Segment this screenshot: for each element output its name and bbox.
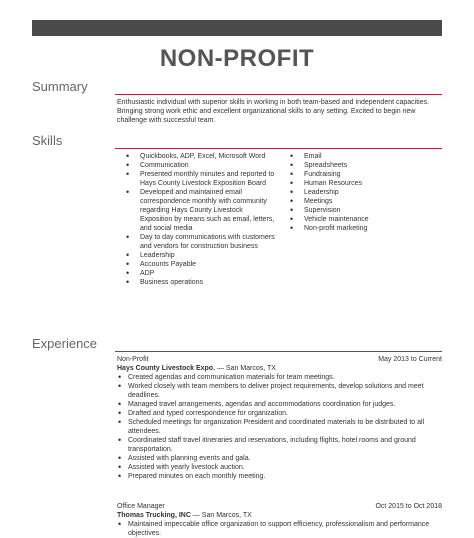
job-dates: Oct 2015 to Oct 2018 (375, 503, 442, 510)
duty-item: • Worked closely with team members to deliver project requirements, develop solutions and meet deadlines. (117, 382, 442, 400)
header-bar (32, 20, 442, 36)
duty-item: • Scheduled meetings for organization President and coordinated materials to be distributed to all attendees. (117, 418, 442, 436)
skill-item: • Meetings (290, 197, 440, 206)
duty-item: • Managed travel arrangements, agendas and accommodations coordination for judges. (117, 400, 442, 409)
skill-item: • Fundraising (290, 170, 440, 179)
duty-item: • Drafted and typed correspondence for organization. (117, 409, 442, 418)
job-title: Non-Profit (117, 356, 149, 363)
resume-name: NON-PROFIT (159, 45, 315, 72)
skill-item: • Leadership (126, 251, 276, 260)
skill-item: • Human Resources (290, 179, 440, 188)
experience-heading: Experience (32, 336, 98, 351)
job-entry (117, 502, 442, 538)
company-name: Thomas Trucking, INC (117, 512, 191, 519)
job-duties (117, 373, 442, 481)
job-header (117, 355, 442, 364)
skill-item: • Day to day communications with customers and vendors for construction business (126, 233, 276, 251)
skill-item: • Presented monthly minutes and reported to Hays County Livestock Exposition Board (126, 170, 276, 188)
skill-item: • Spreadsheets (290, 161, 440, 170)
company-location: — San Marcos, TX (215, 365, 276, 372)
skill-item: • Non-profit marketing (290, 224, 440, 233)
skill-item: • Email (290, 152, 440, 161)
skill-item: • Communication (126, 161, 276, 170)
skills-divider (115, 148, 442, 149)
skills-list-right (290, 152, 440, 233)
skill-item: • Developed and maintained email correspondence monthly with community regarding Hays County Livestock Exposition by means such as email, letters, and social media (126, 188, 276, 233)
skills-list-left (126, 152, 276, 287)
duty-item: • Prepared minutes on each monthly meeting. (117, 472, 442, 481)
skill-item: • Vehicle maintenance (290, 215, 440, 224)
duty-item: • Assisted with yearly livestock auction. (117, 463, 442, 472)
job-company (117, 511, 442, 520)
skill-item: • ADP (126, 269, 276, 278)
summary-heading: Summary (32, 79, 88, 94)
skills-heading: Skills (32, 133, 63, 148)
duty-item: • Assisted with planning events and gala. (117, 454, 442, 463)
job-duties (117, 520, 442, 538)
job-dates: May 2013 to Current (378, 356, 442, 363)
skill-item: • Supervision (290, 206, 440, 215)
job-title: Office Manager (117, 503, 165, 510)
job-header (117, 502, 442, 511)
summary-text: Enthusiastic individual with superior skills in working in both team-based and independent capacities. Bringing strong work ethic and excellent organizational skills to any setting. Excited to begin new challenge with successful team. (117, 99, 430, 124)
job-entry (117, 355, 442, 481)
experience-divider (115, 351, 442, 352)
skill-item: • Leadership (290, 188, 440, 197)
duty-item: • Created agendas and communication materials for team meetings. (117, 373, 442, 382)
duty-item: • Coordinated staff travel itineraries and reservations, including flights, hotel rooms and ground transportation. (117, 436, 442, 454)
company-location: — San Marcos, TX (190, 512, 252, 519)
job-company (117, 364, 442, 373)
skill-item: • Quickbooks, ADP, Excel, Microsoft Word (126, 152, 276, 161)
summary-divider (115, 94, 442, 95)
skill-item: • Business operations (126, 278, 276, 287)
skill-item: • Accounts Payable (126, 260, 276, 269)
duty-item: • Maintained impeccable office organization to support efficiency, professionalism and performance objectives. (117, 520, 442, 538)
company-name: Hays County Livestock Expo. (117, 365, 216, 372)
